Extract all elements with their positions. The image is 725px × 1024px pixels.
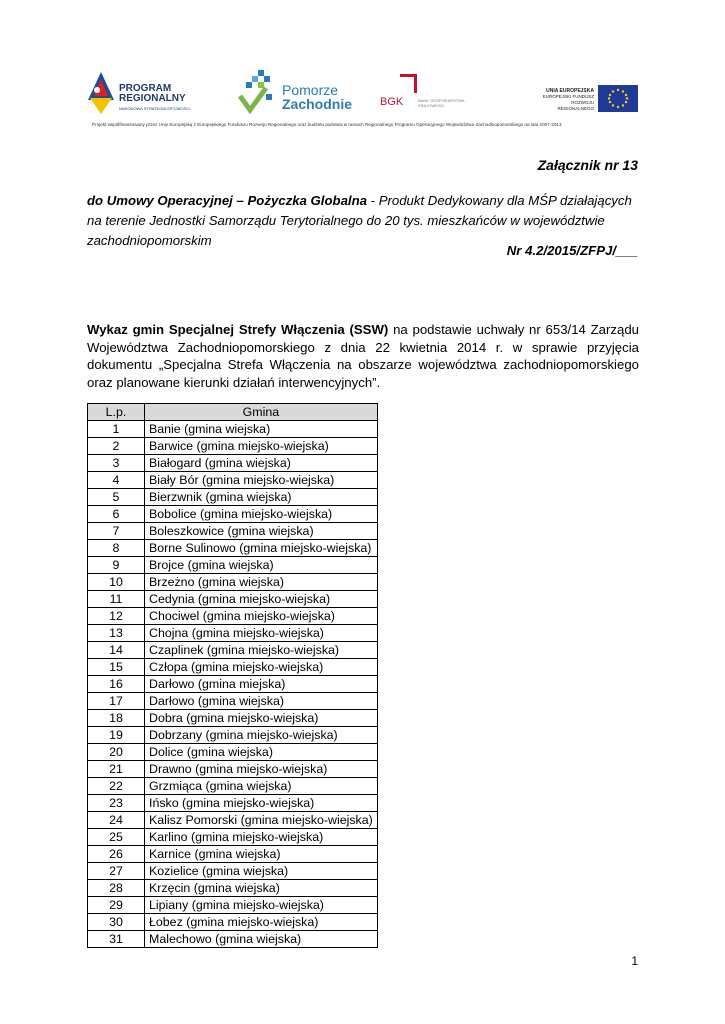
row-gmina: Darłowo (gmina wiejska) [145, 693, 378, 710]
row-number: 12 [88, 608, 145, 625]
program-regionalny-logo [86, 70, 226, 120]
row-gmina: Kalisz Pomorski (gmina miejsko-wiejska) [145, 812, 378, 829]
table-row [88, 761, 378, 778]
row-number: 2 [88, 438, 145, 455]
row-gmina: Brzeżno (gmina wiejska) [145, 574, 378, 591]
table-row [88, 659, 378, 676]
row-number: 29 [88, 897, 145, 914]
row-number: 17 [88, 693, 145, 710]
row-gmina: Chociwel (gmina miejsko-wiejska) [145, 608, 378, 625]
row-number: 22 [88, 778, 145, 795]
row-number: 20 [88, 744, 145, 761]
row-gmina: Dolice (gmina wiejska) [145, 744, 378, 761]
header-lp: L.p. [88, 404, 145, 421]
bgk-emblem-icon [400, 74, 417, 93]
table-row [88, 846, 378, 863]
intro-rest: na podstawie uchwały nr 653/14 Zarządu Województwa Zachodniopomorskiego z dnia 22 kwietnia 2014 r. w sprawie przyjęcia dokumentu „Specjalna Strefa Włączenia na obszarze województwa zachodniopomorskiego oraz planowane kierunki działań interwencyjnych”. [87, 322, 640, 390]
row-gmina: Grzmiąca (gmina wiejska) [145, 778, 378, 795]
eu-fund: EUROPEJSKI FUNDUSZ ROZWOJU REGIONALNEGO [542, 94, 594, 111]
row-number: 14 [88, 642, 145, 659]
row-number: 30 [88, 914, 145, 931]
table-row [88, 506, 378, 523]
row-number: 3 [88, 455, 145, 472]
annex-title: Załącznik nr 13 [537, 157, 638, 173]
row-number: 16 [88, 676, 145, 693]
row-number: 26 [88, 846, 145, 863]
table-row [88, 710, 378, 727]
row-gmina: Chojna (gmina miejsko-wiejska) [145, 625, 378, 642]
header-logos [86, 70, 646, 120]
bgk-text: BGK [380, 96, 404, 108]
row-number: 27 [88, 863, 145, 880]
table-row [88, 676, 378, 693]
gminy-table [87, 403, 378, 948]
row-gmina: Krzęcin (gmina wiejska) [145, 880, 378, 897]
table-row [88, 523, 378, 540]
row-number: 9 [88, 557, 145, 574]
table-row [88, 863, 378, 880]
row-gmina: Kozielice (gmina wiejska) [145, 863, 378, 880]
row-gmina: Borne Sulinowo (gmina miejsko-wiejska) [145, 540, 378, 557]
page-number: 1 [631, 954, 638, 968]
table-row [88, 421, 378, 438]
row-number: 21 [88, 761, 145, 778]
agreement-title-bold: do Umowy Operacyjnej – Pożyczka Globalna [87, 193, 367, 208]
row-gmina: Bierzwnik (gmina wiejska) [145, 489, 378, 506]
row-number: 28 [88, 880, 145, 897]
table-row [88, 455, 378, 472]
table-row [88, 727, 378, 744]
pomorze-zachodnie-emblem-icon [236, 70, 280, 114]
row-number: 4 [88, 472, 145, 489]
row-number: 1 [88, 421, 145, 438]
table-header-row [88, 404, 378, 421]
row-number: 7 [88, 523, 145, 540]
row-gmina: Darłowo (gmina miejska) [145, 676, 378, 693]
row-gmina: Barwice (gmina miejsko-wiejska) [145, 438, 378, 455]
table-row [88, 829, 378, 846]
table-row [88, 693, 378, 710]
row-gmina: Karlino (gmina miejsko-wiejska) [145, 829, 378, 846]
table-row [88, 608, 378, 625]
row-gmina: Drawno (gmina miejsko-wiejska) [145, 761, 378, 778]
row-gmina: Brojce (gmina wiejska) [145, 557, 378, 574]
row-number: 11 [88, 591, 145, 608]
row-gmina: Łobez (gmina miejsko-wiejska) [145, 914, 378, 931]
header-gmina: Gmina [145, 404, 378, 421]
table-row [88, 540, 378, 557]
eu-title: UNIA EUROPEJSKA [546, 88, 594, 94]
bgk-fullname: BANK GOSPODARSTWA KRAJOWEGO [418, 98, 465, 108]
row-gmina: Boleszkowice (gmina wiejska) [145, 523, 378, 540]
row-number: 18 [88, 710, 145, 727]
table-row [88, 880, 378, 897]
table-row [88, 574, 378, 591]
row-number: 31 [88, 931, 145, 948]
row-gmina: Banie (gmina wiejska) [145, 421, 378, 438]
row-gmina: Człopa (gmina miejsko-wiejska) [145, 659, 378, 676]
table-row [88, 591, 378, 608]
eu-logo [536, 70, 646, 120]
table-row [88, 489, 378, 506]
program-regionalny-subtext: NARODOWA STRATEGIA SPÓJNOŚCI [119, 106, 191, 111]
row-number: 25 [88, 829, 145, 846]
table-row [88, 931, 378, 948]
row-gmina: Ińsko (gmina miejsko-wiejska) [145, 795, 378, 812]
row-number: 6 [88, 506, 145, 523]
row-gmina: Czaplinek (gmina miejsko-wiejska) [145, 642, 378, 659]
row-number: 8 [88, 540, 145, 557]
table-row [88, 897, 378, 914]
program-regionalny-text: PROGRAM REGIONALNY [119, 83, 186, 104]
table-body [88, 421, 378, 948]
row-gmina: Bobolice (gmina miejsko-wiejska) [145, 506, 378, 523]
program-regionalny-emblem-icon [86, 70, 116, 116]
eu-flag-icon [598, 85, 638, 112]
row-gmina: Cedynia (gmina miejsko-wiejska) [145, 591, 378, 608]
intro-paragraph [87, 321, 639, 391]
row-number: 23 [88, 795, 145, 812]
intro-bold: Wykaz gmin Specjalnej Strefy Włączenia (SSW) [87, 322, 389, 337]
table-row [88, 795, 378, 812]
table-row [88, 625, 378, 642]
table-row [88, 472, 378, 489]
agreement-title-rest: - Produkt Dedykowany dla MŚP działających na terenie Jednostki Samorządu Terytorialnego do 20 tys. mieszkańców w województwie zachodniopomorskim [87, 193, 632, 248]
table-row [88, 557, 378, 574]
table-row [88, 744, 378, 761]
row-gmina: Białogard (gmina wiejska) [145, 455, 378, 472]
row-number: 19 [88, 727, 145, 744]
bgk-logo [378, 70, 498, 120]
table-row [88, 914, 378, 931]
row-gmina: Dobra (gmina miejsko-wiejska) [145, 710, 378, 727]
pomorze-zachodnie-logo [236, 70, 356, 120]
row-gmina: Biały Bór (gmina miejsko-wiejska) [145, 472, 378, 489]
table-row [88, 642, 378, 659]
table-row [88, 438, 378, 455]
row-number: 13 [88, 625, 145, 642]
row-number: 10 [88, 574, 145, 591]
zachodnie-text: Zachodnie [282, 96, 353, 112]
row-number: 15 [88, 659, 145, 676]
funding-note: Projekt współfinansowany przez Unię Europejską z Europejskiego Funduszu Rozwoju Regionalnego oraz budżetu państwa w ramach Regionalnego Programu Operacyjnego Województwa Zachodniopomorskiego na lata 2007-2013 [92, 122, 562, 127]
row-number: 24 [88, 812, 145, 829]
row-gmina: Karnice (gmina wiejska) [145, 846, 378, 863]
pomorze-text: Pomorze [282, 82, 339, 98]
row-gmina: Lipiany (gmina miejsko-wiejska) [145, 897, 378, 914]
table-row [88, 812, 378, 829]
row-gmina: Malechowo (gmina wiejska) [145, 931, 378, 948]
table-row [88, 778, 378, 795]
row-gmina: Dobrzany (gmina miejsko-wiejska) [145, 727, 378, 744]
agreement-title [87, 191, 639, 251]
agreement-number: Nr 4.2/2015/ZFPJ/___ [506, 243, 638, 258]
row-number: 5 [88, 489, 145, 506]
